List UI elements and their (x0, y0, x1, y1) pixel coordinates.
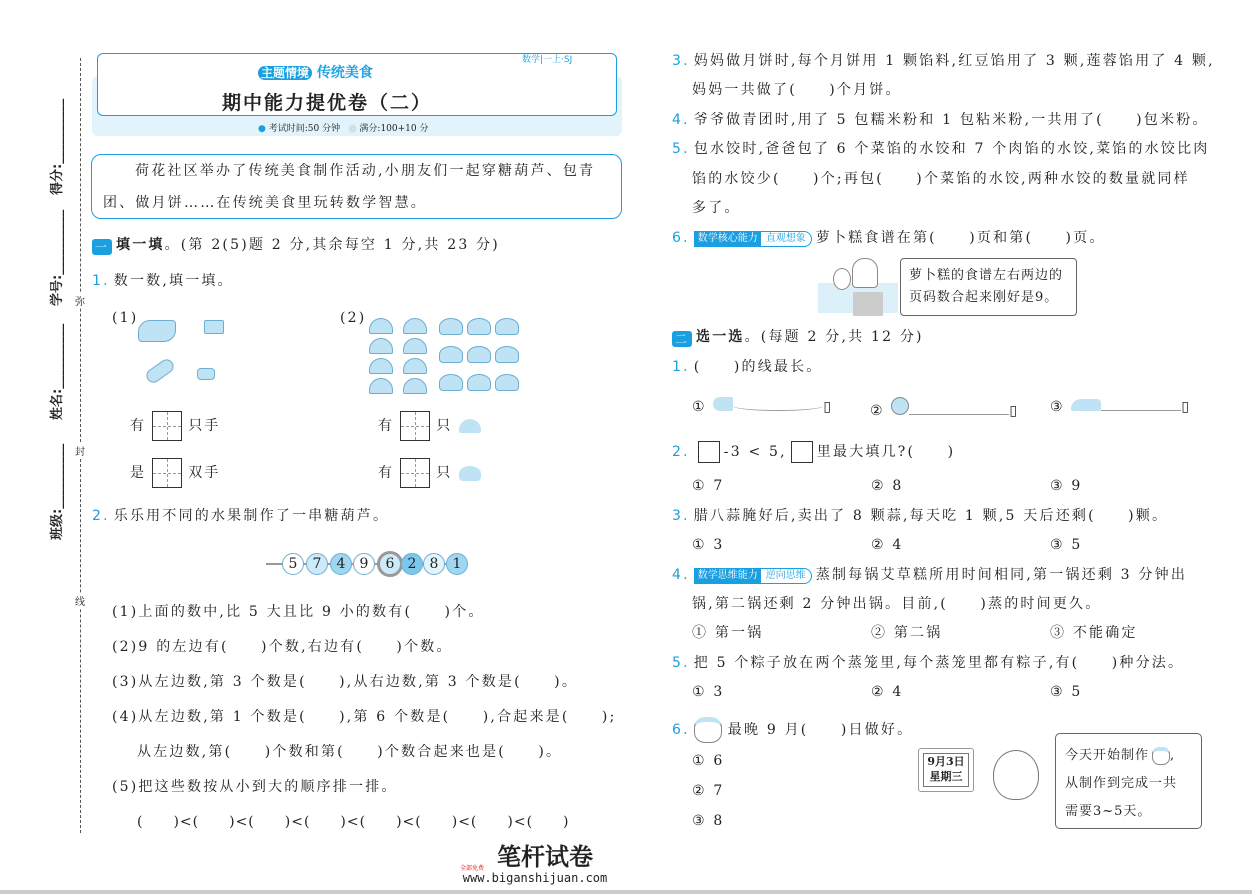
zongzi-icon (369, 378, 393, 394)
q1-row: 有 只手 (130, 411, 221, 441)
seal-char: 封 (75, 443, 85, 458)
bead: 9 (353, 553, 375, 575)
bead: 5 (282, 553, 304, 575)
footer-brand: 笔杆试卷 (497, 843, 593, 871)
r-q3: 3. 妈妈做月饼时,每个月饼用 1 颗馅料,红豆馅用了 3 颗,莲蓉馅用了 4 颗, (672, 53, 1215, 69)
option[interactable]: ② 7 (692, 783, 725, 799)
qingtuan-icon (467, 374, 491, 391)
iron-icon (1071, 399, 1101, 411)
r-q6: 6. 数学核心能力 直观想象 萝卜糕食谱在第( )页和第( )页。 (672, 230, 1106, 246)
bead: 8 (423, 553, 445, 575)
answer-box[interactable] (791, 441, 813, 463)
q2-line: 从左边数,第( )个数和第( )个数合起来也是( )。 (137, 744, 563, 760)
zongzi-icon (369, 358, 393, 374)
option[interactable]: ② 4 (871, 537, 904, 553)
hint-bubble: 今天开始制作 , 从制作到完成一共 需要3~5天。 (1055, 733, 1202, 829)
q1-row: 是 双手 (130, 458, 221, 488)
qingtuan-icon (439, 318, 463, 335)
zongzi-icon (459, 419, 481, 433)
s2-q1-option[interactable]: ② ▯ (870, 397, 1019, 421)
s2-q3: 3. 腊八蒜腌好后,卖出了 8 颗蒜,每天吃 1 颗,5 天后还剩( )颗。 (672, 508, 1169, 524)
answer-box[interactable] (152, 458, 182, 488)
s2-q6: 6. 最晚 9 月( )日做好。 (672, 717, 913, 743)
zongzi-icon (403, 338, 427, 354)
hair-dryer-icon (713, 397, 733, 411)
s2-q4: 4. 数学思维能力 逆向思维 蒸制每锅艾草糕所用时间相同,第一锅还剩 3 分钟出 (672, 567, 1188, 583)
bead: 2 (401, 553, 423, 575)
bead: 4 (330, 553, 352, 575)
option[interactable]: ② 4 (871, 684, 904, 700)
q2-line: ( )<( )<( )<( )<( )<( )<( )<( ) (137, 814, 570, 830)
jar-icon (694, 717, 722, 743)
intro-line: 荷花社区举办了传统美食制作活动,小朋友们一起穿糖葫芦、包青 (135, 163, 596, 179)
q1-row: 有 只 (378, 458, 481, 488)
fan-icon (891, 397, 909, 415)
sidebar-field-name[interactable]: 姓名:__________ (50, 323, 65, 420)
theme-name: 传统美食 (316, 65, 373, 81)
bead: 7 (306, 553, 328, 575)
ability-tag: 数学核心能力 直观想象 (694, 231, 812, 247)
bead: 1 (446, 553, 468, 575)
theme-line (258, 62, 373, 82)
option[interactable]: ③ 9 (1050, 478, 1083, 494)
answer-box[interactable] (400, 411, 430, 441)
r-q5: 5. 包水饺时,爸爸包了 6 个菜馅的水饺和 7 个肉馅的水饺,菜馅的水饺比肉 (672, 141, 1210, 157)
option[interactable]: ① 3 (692, 684, 725, 700)
zongzi-icon (403, 318, 427, 334)
bead: 6 (377, 551, 403, 577)
intro-line: 团、做月饼……在传统美食里玩转数学智慧。 (103, 195, 427, 211)
option[interactable]: ③ 5 (1050, 684, 1083, 700)
s2-q1-option[interactable]: ① ▯ (692, 399, 834, 415)
hint-bubble: 萝卜糕的食谱左右两边的 页码数合起来刚好是9。 (900, 258, 1077, 316)
option[interactable]: ③ 不能确定 (1050, 625, 1138, 641)
qingtuan-icon (495, 346, 519, 363)
option[interactable]: ③ 5 (1050, 537, 1083, 553)
q1-part2-label: (2) (340, 310, 367, 326)
exam-info: ● 考试时间:50 分钟 ◎ 满分:100+10 分 (258, 124, 429, 134)
r-q5-cont: 馅的水饺少( )个;再包( )个菜馅的水饺,两种水饺的数量就同样 (692, 171, 1190, 187)
zongzi-icon (369, 338, 393, 354)
footer-small: 全部免费 (460, 865, 485, 872)
zongzi-icon (369, 318, 393, 334)
section1-heading: 一 填一填。(第 2(5)题 2 分,其余每空 1 分,共 23 分) (92, 235, 500, 255)
s2-q1: 1. ( )的线最长。 (672, 359, 823, 375)
seal-char: 线 (75, 593, 85, 608)
seal-char: 弥 (75, 293, 85, 308)
option[interactable]: ① 3 (692, 537, 725, 553)
footer-bar (0, 890, 1252, 894)
sidebar-field-id[interactable]: 学号:__________ (50, 209, 65, 306)
option[interactable]: ① 7 (692, 478, 725, 494)
sidebar-field-score[interactable]: 得分:__________ (50, 98, 65, 195)
q2-line: (1)上面的数中,比 5 大且比 9 小的数有( )个。 (112, 604, 485, 620)
qingtuan-icon (459, 466, 481, 481)
q1-text: 1. 数一数,填一填。 (92, 273, 234, 289)
girl-avatar (993, 750, 1039, 800)
q1-part1-label: (1) (112, 310, 139, 326)
qingtuan-icon (495, 318, 519, 335)
q1-row: 有 只 (378, 411, 481, 441)
zongzi-icon (403, 358, 427, 374)
r-q3-cont: 妈妈一共做了( )个月饼。 (692, 82, 902, 98)
s2-q5: 5. 把 5 个粽子放在两个蒸笼里,每个蒸笼里都有粽子,有( )种分法。 (672, 655, 1185, 671)
answer-box[interactable] (400, 458, 430, 488)
answer-box[interactable] (698, 441, 720, 463)
footer-url: www.biganshijuan.com (462, 871, 608, 885)
jar-icon (1152, 747, 1170, 765)
zongzi-icon (403, 378, 427, 394)
check-icon: ◎ (348, 124, 357, 134)
clock-icon: ● (258, 124, 266, 134)
r-q4: 4. 爷爷做青团时,用了 5 包糯米粉和 1 包粘米粉,一共用了( )包米粉。 (672, 112, 1209, 128)
qingtuan-icon (439, 374, 463, 391)
calendar-icon: 9月3日 星期三 (918, 748, 974, 792)
q2-line: (4)从左边数,第 1 个数是( ),第 6 个数是( ),合起来是( ); (112, 709, 617, 725)
answer-box[interactable] (152, 411, 182, 441)
qingtuan-icon (439, 346, 463, 363)
section2-heading: 二 选一选。(每题 2 分,共 12 分) (672, 327, 924, 347)
qingtuan-icon (467, 318, 491, 335)
option[interactable]: ② 第二锅 (871, 625, 943, 641)
qingtuan-icon (495, 374, 519, 391)
option[interactable]: ② 8 (871, 478, 904, 494)
page-title: 期中能力提优卷（二） (222, 92, 433, 114)
s2-q4-cont: 锅,第二锅还剩 2 分钟出锅。目前,( )蒸的时间更久。 (692, 596, 1102, 612)
q2-line: (3)从左边数,第 3 个数是( ),从右边数,第 3 个数是( )。 (112, 674, 579, 690)
ability-tag: 数学思维能力 逆向思维 (694, 568, 812, 584)
s2-q2: 2. -3 < 5, 里最大填几?( ) (672, 441, 955, 463)
q2-line: (5)把这些数按从小到大的顺序排一排。 (112, 779, 398, 795)
q2-line: (2)9 的左边有( )个数,右边有( )个数。 (112, 639, 453, 655)
qingtuan-icon (467, 346, 491, 363)
option[interactable]: ③ 8 (692, 813, 725, 829)
theme-badge: 主题情境 (258, 66, 312, 80)
s2-q1-option[interactable]: ③ ▯ (1050, 399, 1192, 415)
sidebar-field-class[interactable]: 班级:__________ (50, 443, 65, 540)
subject-tag: 数学|一上·SJ (522, 55, 573, 65)
footer-watermark (460, 843, 610, 885)
option[interactable]: ① 6 (692, 753, 725, 769)
q2-text: 2. 乐乐用不同的水果制作了一串糖葫芦。 (92, 508, 390, 524)
option[interactable]: ① 第一锅 (692, 625, 764, 641)
r-q5-cont: 多了。 (692, 200, 741, 216)
